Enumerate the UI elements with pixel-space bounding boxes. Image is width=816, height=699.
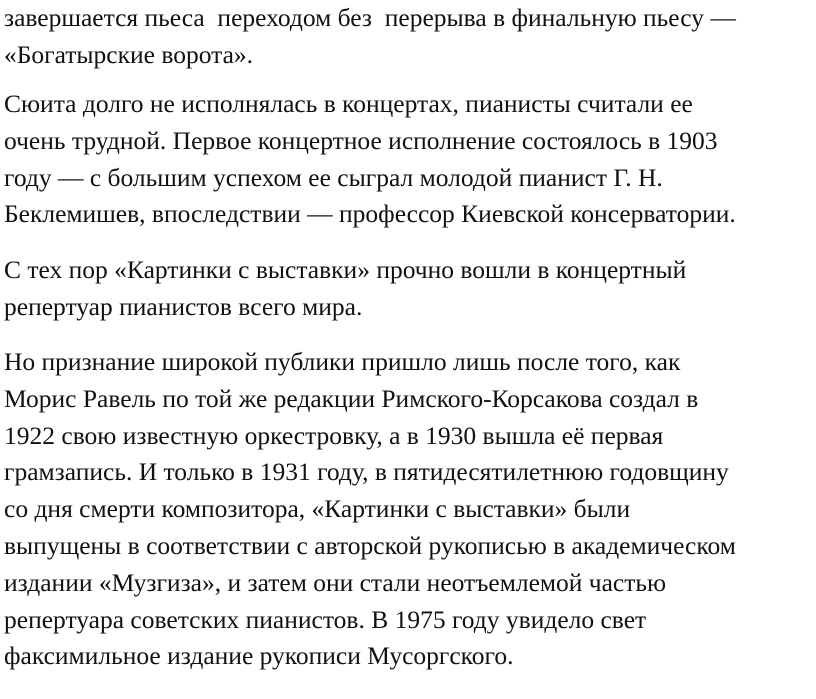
text-line: факсимильное издание рукописи Мусоргского. — [4, 641, 514, 671]
text-line: 1922 свою известную оркестровку, а в 1930 вышла её первая — [4, 420, 664, 450]
text-line: издании «Музгиза», и затем они стали неотъемлемой частью — [4, 567, 667, 597]
text-line: репертуара советских пианистов. В 1975 году увидело свет — [4, 604, 647, 634]
text-line: очень трудной. Первое концертное исполнение состоялось в 1903 — [4, 125, 718, 155]
text-line: «Богатырские ворота». — [4, 39, 254, 69]
text-line: Морис Равель по той же редакции Римского-Корсакова создал в — [4, 383, 699, 413]
text-line: выпущены в соответствии с авторской рукописью в академическом — [4, 530, 736, 560]
text-line: С тех пор «Картинки с выставки» прочно вошли в концертный — [4, 255, 687, 284]
paragraph-3 — [4, 252, 686, 326]
paragraph-4 — [4, 344, 736, 675]
text-line: Беклемишев, впоследствии — профессор Киевской консерватории. — [4, 199, 736, 229]
text-line: грамзапись. И только в 1931 году, в пятидесятилетнюю годовщину — [4, 457, 729, 487]
paragraph-1 — [4, 0, 736, 74]
text-line: Сюита долго не исполнялась в концертах, пианисты считали ее — [4, 89, 693, 118]
text-line: репертуар пианистов всего мира. — [4, 291, 363, 321]
text-line: завершается пьеса переходом без перерыва в финальную пьесу — — [4, 3, 736, 32]
paragraph-2 — [4, 86, 736, 233]
text-line: со дня смерти композитора, «Картинки с выставки» были — [4, 494, 631, 524]
text-line: Но признание широкой публики пришло лишь после того, как — [4, 347, 681, 376]
text-line: году — с большим успехом ее сыграл молодой пианист Г. Н. — [4, 162, 663, 192]
